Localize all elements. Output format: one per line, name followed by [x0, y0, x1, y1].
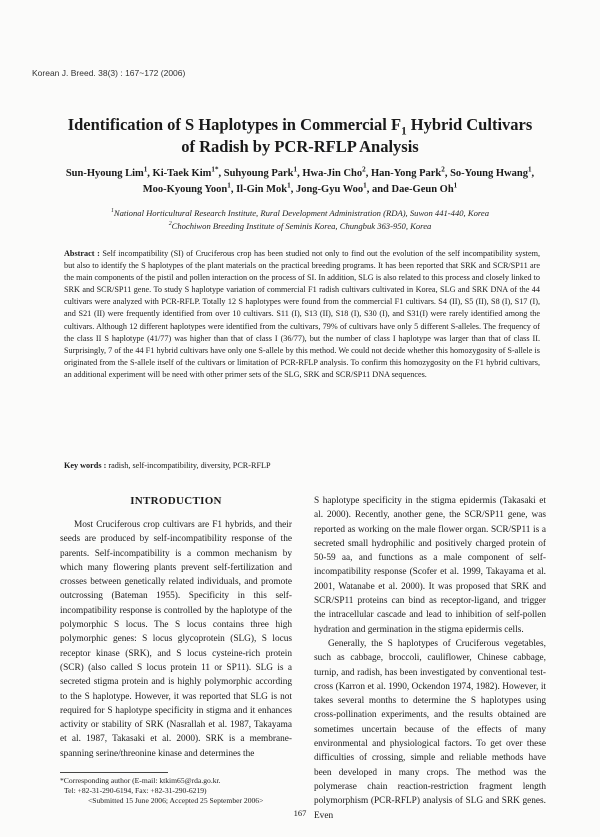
- author-affiliation-mark: 1*: [211, 165, 219, 174]
- footnote-line: *Corresponding author (E-mail: ktkim65@rda.go.kr.: [60, 776, 221, 785]
- journal-citation: Korean J. Breed. 38(3) : 167~172 (2006): [32, 68, 186, 78]
- author-name: Il-Gin Mok: [236, 184, 288, 195]
- body-column-left: Most Cruciferous crop cultivars are F1 hybrids, and their seeds are produced by self-incompatibility response of the parents. Self-incompatibility is a common mechanism by which many flowering plants prevent self-fertilization and crosses between genetically related individuals, and promote outcrossing (Bateman 1955). Specificity in this self-incompatibility response is controlled by the haplotype of the polymorphic S locus. The S locus contains three high polymorphic genes: S locus glycoprotein (SLG), S locus receptor kinase (SRK), and S locus cysteine-rich protein (SCR) (also called S locus protein 11 or SP11). SLG is a secreted stigma protein and is highly polymorphic according to the S haplotype. However, it was reported that SLG is not required for S haplotype specificity in stigma and it enhances activity or stability of SRK (Nasrallah et al. 1987, Takayama et al. 1987, Takasaki et al. 2000). SRK is a membrane-spanning serine/threonine kinase and determines the: [60, 520, 292, 759]
- paragraph: S haplotype specificity in the stigma epidermis (Takasaki et al. 2000). Recently, another gene, the SCR/SP11 gene, was reported as working on the male flower organ. SCR/SP11 is a secreted small hydrophilic and positively charged protein of 50-59 aa, and functions as a male component of self-incompatibility response (Scofer et al. 1999, Takayama et al. 2001, Watanabe et al. 2000). It was proposed that SRK and SCR/SP11 proteins can bind as receptor-ligand, and trigger the intracellular cascade and lead to inhibition of self-pollen hydration and germination in the stigma epidermis cells.: [314, 496, 546, 635]
- keywords-text: radish, self-incompatibility, diversity, PCR-RFLP: [108, 461, 271, 470]
- page-number: 167: [293, 808, 307, 818]
- abstract-label: Abstract :: [64, 249, 100, 258]
- abstract-text: Self incompatibility (SI) of Cruciferous crop has been studied not only to find out the evolution of the self incompatibility system, but also to identify the S haplotypes of the plant materials on the practical breeding programs. It has been reported that SRK and SCR/SP11 are the main components of the pistil and pollen interaction on the process of SI. In addition, SLG is also related to this process and closely linked to SRK and SCR/SP11 gene. To study S haplotype variation of commercial F1 radish cultivars cultivated in Korea, SLG and SRK DNA of the 44 cultivars were analyzed with PCR-RFLP. Totally 12 S haplotypes were found from the commercial F1 cultivars. S4 (II), S5 (II), S8 (I), S17 (I), and S21 (II) were frequently identified from over 10 cultivars. S11 (I), S13 (II), S18 (I), S30 (I), and S31(I) were rarely identified among the cultivars. Although 12 different haplotypes were identified from the cultivars, 79% of cultivars have only 5 different S-alleles. The frequency of the class II S haplotype (41/77) was higher than that of class I (36/77), but the number of class I haplotype was larger than that of class II. Surprisingly, 7 of the 44 F1 hybrid cultivars have only one S-allele by this method. We could not decide whether this homozygosity of S-allele is originated from the S-allele itself of the cultivars or limitation of PCR-RFLP analysis. To confirm this homozygosity on the F1 hybrid cultivars, an additional experiment will be need with other primer sets of the SLG, SRK and SCR/SP11 DNA sequences.: [64, 249, 541, 379]
- author-affiliation-mark: 1: [527, 165, 532, 174]
- author-affiliation-mark: 2: [441, 165, 445, 174]
- author-name: Jong-Gyu Woo: [295, 184, 364, 195]
- author-name: Suhyoung Park: [223, 168, 294, 179]
- footnote-line: <Submitted 15 June 2006; Accepted 25 September 2006>: [88, 796, 264, 805]
- paragraph: Generally, the S haplotypes of Cruciferous vegetables, such as cabbage, broccoli, cauliflower, Chinese cabbage, turnip, and radish, has been investigated by conventional test-cross (Karron et al. 1990, Ockendon 1974, 1982). However, it takes several months to determine the S haplotypes using cross-pollination experiments, and the results obtained are sometimes uncertain because of the effects of many environmental and physiological factors. To get over these difficulties of crossing, simple and reliable methods have been developed in many crops. The method was the polymerase chain reaction-restriction fragment length polymorphism (PCR-RFLP) analysis of SLG and SRK genes. Even: [314, 638, 546, 821]
- title-line1: Identification of S Haplotypes in Commercial F: [67, 115, 402, 134]
- author-name: Dae-Geun Oh: [391, 184, 454, 195]
- abstract: [64, 248, 540, 381]
- keywords-label: Key words :: [64, 461, 107, 470]
- author-name: Ki-Taek Kim: [152, 168, 212, 179]
- affiliation-1: $^1$National Horticultural Research Institute, Rural Development Administration (RDA), Suwon 441-440, Korea: [110, 208, 490, 218]
- author-name: So-Young Hwang: [450, 168, 528, 179]
- author-affiliation-mark: 1: [453, 181, 458, 190]
- author-list: Sun-Hyoung Lim$^1$, Ki-Taek Kim$^{1*}$, Suhyoung Park$^1$, Hwa-Jin Cho$^2$, Han-Yong Park$^2$, So-Young Hwang$^1$, Moo-Kyoung Yoon$^1$, Il-Gin Mok$^1$, Jong-Gyu Woo$^1$, and Dae-Geun Oh$^1$: [65, 165, 535, 195]
- title-line2: of Radish by PCR-RFLP Analysis: [181, 137, 419, 156]
- author-name: Moo-Kyoung Yoon: [142, 184, 228, 195]
- footnote: [60, 776, 300, 806]
- section-heading-introduction: INTRODUCTION: [130, 495, 222, 507]
- author-affiliation-mark: 1: [363, 181, 367, 190]
- title-subscript: 1: [401, 125, 407, 138]
- footnote-divider: [60, 772, 168, 773]
- footnote-line: Tel: +82-31-290-6194, Fax: +82-31-290-6219): [64, 786, 207, 795]
- body-column-right: [314, 494, 546, 823]
- author-affiliation-mark: 1: [143, 165, 148, 174]
- author-affiliation-mark: 2: [362, 165, 366, 174]
- author-affiliation-mark: 1: [287, 181, 291, 190]
- author-affiliation-mark: 1: [227, 181, 231, 190]
- affiliations: [40, 207, 560, 232]
- title-line1-end: Hybrid Cultivars: [406, 115, 533, 134]
- affiliation-2: $^2$Chochiwon Breeding Institute of Seminis Korea, Chungbuk 363-950, Korea: [168, 220, 432, 231]
- author-name: Sun-Hyoung Lim: [65, 168, 144, 179]
- paper-title: [40, 114, 560, 158]
- author-affiliation-mark: 1: [293, 165, 298, 174]
- author-name: Hwa-Jin Cho: [302, 168, 363, 179]
- author-name: Han-Yong Park: [370, 168, 442, 179]
- keywords: [64, 461, 540, 470]
